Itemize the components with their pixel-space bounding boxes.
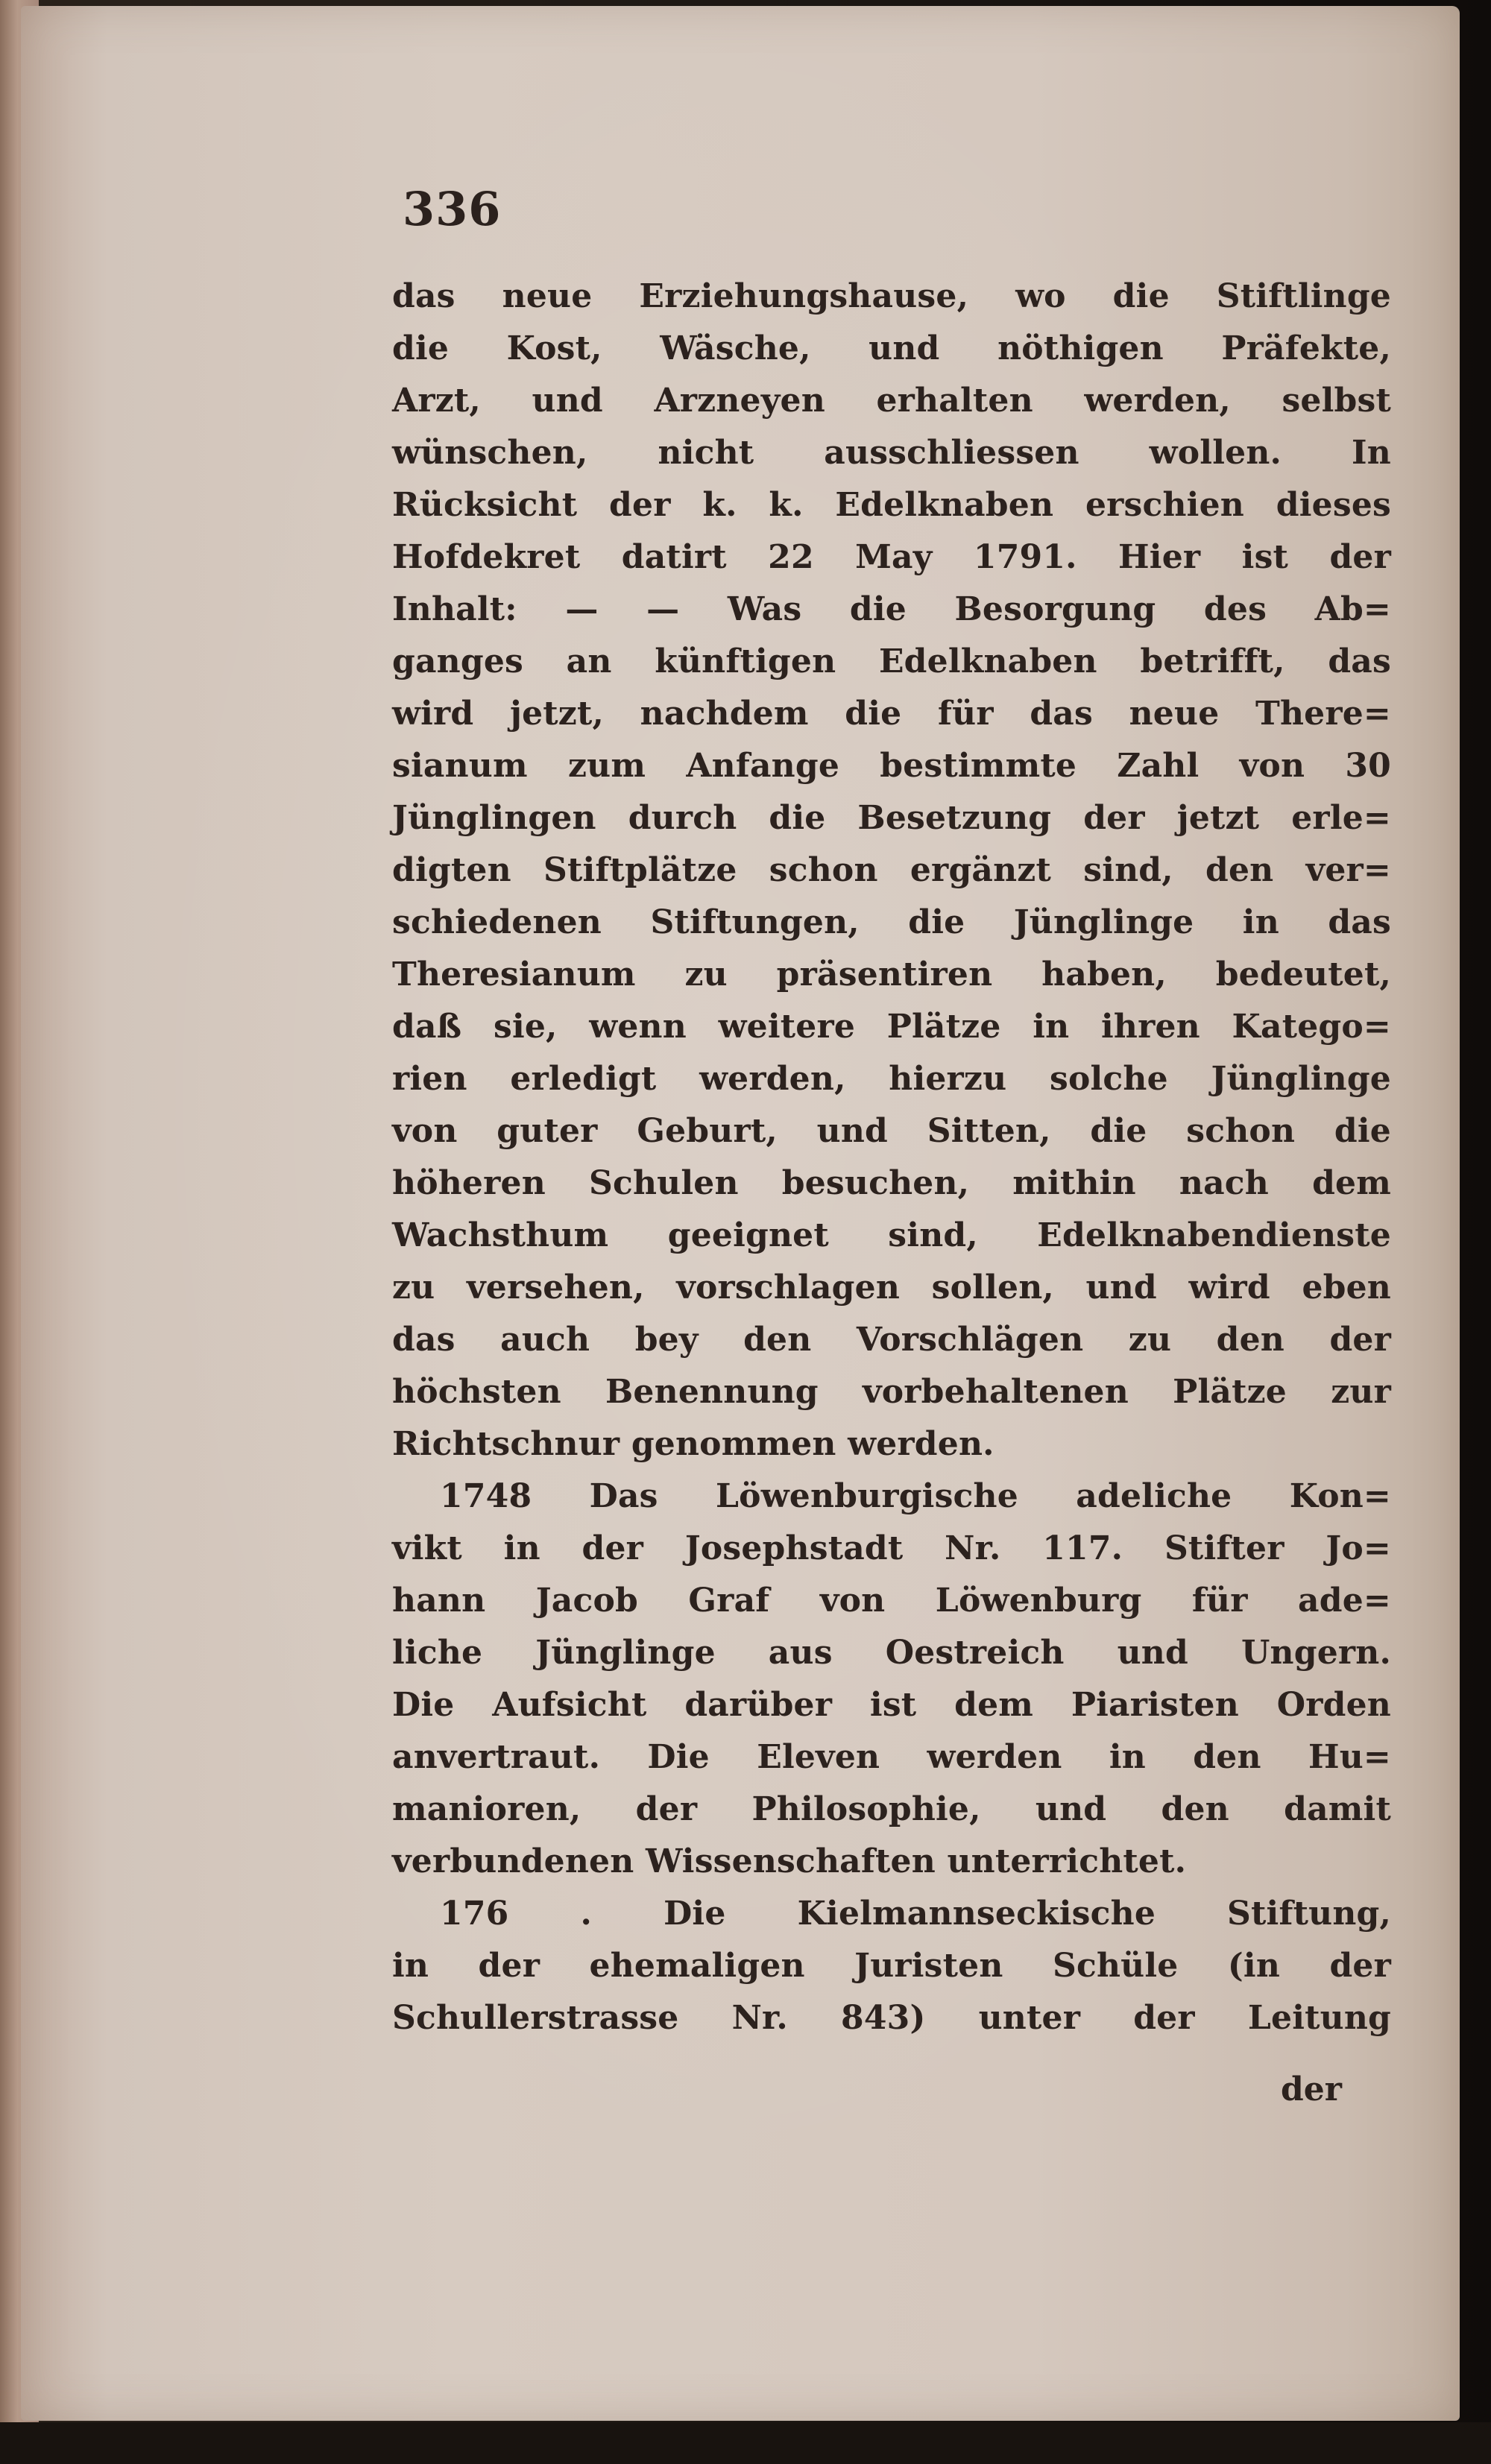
text-line: das auch bey den Vorschlägen zu den der [392,1321,1391,1359]
text-line: sianum zum Anfange bestimmte Zahl von 30 [392,747,1391,785]
text-line: 1748 Das Löwenburgische adeliche Kon= [440,1477,1391,1515]
text-line: wünschen, nicht ausschliessen wollen. In [392,434,1391,472]
text-line: die Kost, Wäsche, und nöthigen Präfekte, [392,329,1391,367]
text-line: Theresianum zu präsentiren haben, bedeutet, [392,955,1391,994]
text-line: 176 . Die Kielmannseckische Stiftung, [440,1895,1391,1933]
text-line: digten Stiftplätze schon ergänzt sind, den ver= [392,851,1391,889]
text-line: rien erledigt werden, hierzu solche Jünglinge [392,1060,1391,1098]
text-line: das neue Erziehungshause, wo die Stiftlinge [392,277,1391,315]
text-line: Wachsthum geeignet sind, Edelknabendienste [392,1216,1391,1254]
text-line: schiedenen Stiftungen, die Jünglinge in das [392,903,1391,941]
text-line: liche Jünglinge aus Oestreich und Ungern. [392,1634,1391,1672]
text-line: anvertraut. Die Eleven werden in den Hu= [392,1738,1391,1776]
text-line: höheren Schulen besuchen, mithin nach dem [392,1164,1391,1202]
text-line: Rücksicht der k. k. Edelknaben erschien dieses [392,486,1391,524]
text-line: von guter Geburt, und Sitten, die schon die [392,1112,1391,1150]
text-line: hann Jacob Graf von Löwenburg für ade= [392,1582,1391,1620]
text-line: Inhalt: — — Was die Besorgung des Ab= [392,590,1391,628]
text-line: Arzt, und Arzneyen erhalten werden, selbst [392,382,1391,420]
text-line: verbundenen Wissenschaften unterrichtet. [392,1842,1187,1880]
page-text [392,271,1391,2044]
text-line: Richtschnur genommen werden. [392,1425,994,1463]
text-line: wird jetzt, nachdem die für das neue There= [392,695,1391,733]
text-line: ganges an künftigen Edelknaben betrifft, das [392,642,1391,680]
text-line: zu versehen, vorschlagen sollen, und wird eben [392,1269,1391,1307]
book-page [21,6,1460,2421]
text-line: Jünglingen durch die Besetzung der jetzt erle= [392,799,1391,837]
page-number: 336 [403,182,502,236]
text-line: höchsten Benennung vorbehaltenen Plätze zur [392,1373,1391,1411]
text-line: vikt in der Josephstadt Nr. 117. Stifter Jo= [392,1529,1391,1567]
text-line: Schullerstrasse Nr. 843) unter der Leitung [392,1999,1391,2037]
text-line: daß sie, wenn weitere Plätze in ihren Katego= [392,1008,1391,1046]
catchword: der [1281,2070,1342,2108]
scan-bottom-band [0,2422,1491,2464]
text-line: manioren, der Philosophie, und den damit [392,1790,1391,1828]
text-line: Hofdekret datirt 22 May 1791. Hier ist der [392,538,1391,576]
text-line: in der ehemaligen Juristen Schüle (in der [392,1947,1391,1985]
text-line: Die Aufsicht darüber ist dem Piaristen Orden [392,1686,1391,1724]
